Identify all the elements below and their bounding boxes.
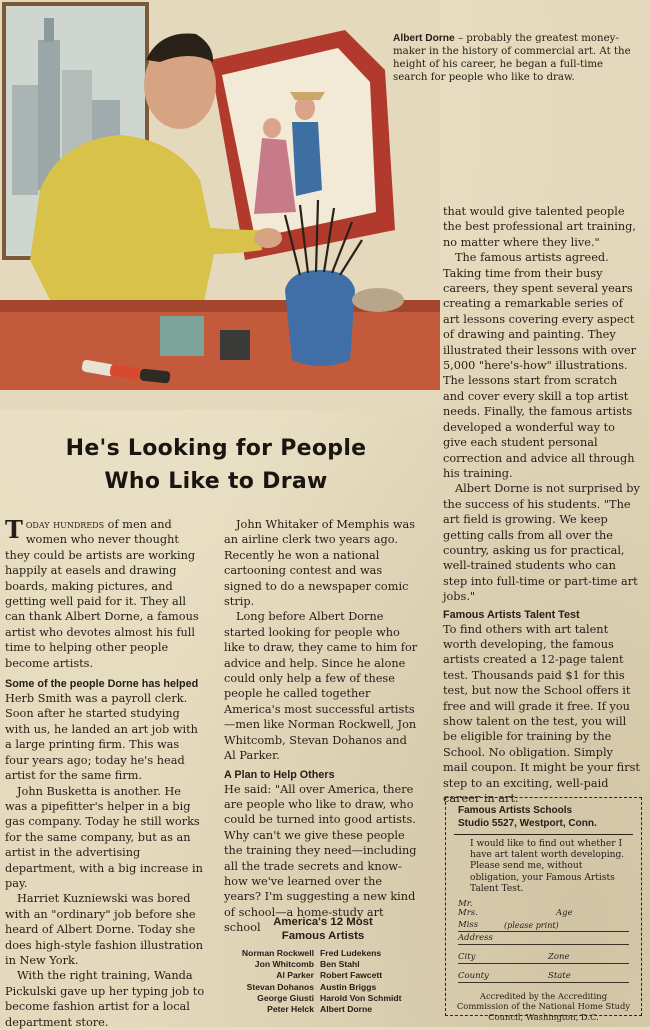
paragraph: that would give talented people the best professional art training, no matter where they live." <box>443 205 637 249</box>
paragraph: John Busketta is another. He was a pipefitter's helper in a big gas company. Today he still works for the same company, but as an artist in the advertising department, with a big increase in pay. <box>5 784 203 890</box>
artist-names <box>222 948 424 1015</box>
coupon-address: Studio 5527, Westport, Conn. <box>458 818 597 829</box>
intro-lead: oday hundreds <box>25 518 105 531</box>
column-2 <box>224 517 422 936</box>
paragraph: To find others with art talent worth developing, the famous artists created a 12-page talent test. Thousands paid $1 for this test, but now the School offers it free and will grade it free. If you show talent on the test, you will be eligible for training by the School. No obligation. Simply mail coupon. It might be your first step to an exciting, well-paid career in art. <box>443 622 640 806</box>
artist-name: Jon Whitcomb <box>254 959 314 970</box>
caption-name: Albert Dorne <box>393 33 455 44</box>
subhead-talent-test: Famous Artists Talent Test <box>443 608 580 621</box>
coupon-divider <box>454 834 633 835</box>
coupon-field-city[interactable]: City Zone <box>458 951 629 964</box>
artist-name: Austin Briggs <box>320 981 377 992</box>
artist-name: Stevan Dohanos <box>246 981 314 992</box>
paragraph: Harriet Kuzniewski was bored with an "ordinary" job before she heard of Albert Dorne. Today she does high-style fashion illustration in New York. <box>5 892 204 967</box>
column-3 <box>443 204 641 806</box>
subhead-plan-to-help: A Plan to Help Others <box>224 768 335 781</box>
headline <box>0 432 432 498</box>
coupon-field-miss[interactable]: Miss (please print) <box>458 919 629 932</box>
caption-text: – probably the greatest money-maker in the history of commercial art. At the height of his career, he began a full-time search for people who like to draw. <box>393 33 631 83</box>
coupon-accreditation: Accredited by the Accrediting Commission of the National Home Study Council, Washington, D.C. <box>456 991 631 1022</box>
paragraph: The famous artists agreed. Taking time from their busy careers, they spent several years creating a remarkable series of art lessons covering every aspect of drawing and painting. They illustrated their lessons with over 5,000 "here's-how" illustrations. The lessons start from scratch and cover every skill a top artist needs. Finally, the famous artists developed a wonderful way to give each student personal correction and advice all through his training. <box>443 251 637 480</box>
subhead-some-of-the-people: Some of the people Dorne has helped <box>5 678 199 691</box>
mail-coupon[interactable] <box>445 797 642 1022</box>
paragraph: Herb Smith was a payroll clerk. Soon after he started studying with us, he landed an art job with a large printing firm. This was four years ago; today he's head artist for the same firm. <box>5 692 198 783</box>
coupon-field-mr[interactable]: Mr. <box>458 899 473 910</box>
artist-name: Albert Dorne <box>320 1004 373 1015</box>
paragraph: With the right training, Wanda Pickulski gave up her typing job to become fashion artist for a local department store. <box>5 969 205 1029</box>
artist-name: Harold Von Schmidt <box>320 992 402 1003</box>
artist-name: George Giusti <box>257 992 314 1003</box>
paragraph: John Whitaker of Memphis was an airline clerk two years ago. Recently he won a national cartooning contest and was signed to do a newspaper comic strip. <box>224 518 416 609</box>
paragraph: Albert Dorne is not surprised by the success of his students. "The art field is growing. We keep getting calls from all over the country, asking us for practical, well-trained students who can step into full-time or part-time art jobs." <box>443 482 640 604</box>
coupon-request-text: I would like to find out whether I have art talent worth developing. Please send me, without obligation, your Famous Artists Talent Test. <box>470 839 625 894</box>
artist-name: Ben Stahl <box>320 959 360 970</box>
artist-name: Al Parker <box>276 970 314 981</box>
twelve-artists-title-2: Famous Artists <box>281 930 365 942</box>
artist-name: Robert Fawcett <box>320 970 383 981</box>
twelve-artists-title-1: America's 12 Most <box>273 916 373 928</box>
coupon-field-county[interactable]: County State <box>458 970 629 983</box>
intro-text: of men and women who never thought they could be artists are working happily at easels and drawing boards, making pictures, and getting well paid for it. They all can thank Albert Dorne, a famous artist who devotes almost his full time to helping other people become artists. <box>5 518 199 670</box>
illustration-caption <box>393 32 638 84</box>
artist-name: Norman Rockwell <box>241 948 314 958</box>
paragraph: Long before Albert Dorne started looking for people who like to draw, they came to him for advice and help. Since he alone could only help a few of these people he called together America's most successful artists—men like Norman Rockwell, Jon Whitcomb, Stevan Dohanos and Al Parker. <box>224 610 418 763</box>
coupon-field-address[interactable]: Address <box>458 932 629 945</box>
artist-name: Fred Ludekens <box>320 948 382 958</box>
coupon-school: Famous Artists Schools <box>458 805 573 816</box>
coupon-field-mrs[interactable]: Mrs. Age <box>458 908 573 919</box>
headline-line-2: Who Like to Draw <box>104 469 328 494</box>
twelve-artists-box <box>222 915 424 1015</box>
artist-name: Peter Helck <box>267 1004 314 1015</box>
headline-line-1: He's Looking for People <box>65 436 367 461</box>
paragraph: He said: "All over America, there are people who like to draw, who could be turned into good artists. Why can't we give these people the training they need—including all the trade secrets and know-how we've learned over the years? I'm suggesting a new kind of school—a home-study art school <box>224 782 417 935</box>
intro-paragraph <box>5 517 205 671</box>
drop-cap: T <box>5 515 23 544</box>
column-1 <box>5 517 205 1030</box>
artist-illustration <box>0 0 440 410</box>
